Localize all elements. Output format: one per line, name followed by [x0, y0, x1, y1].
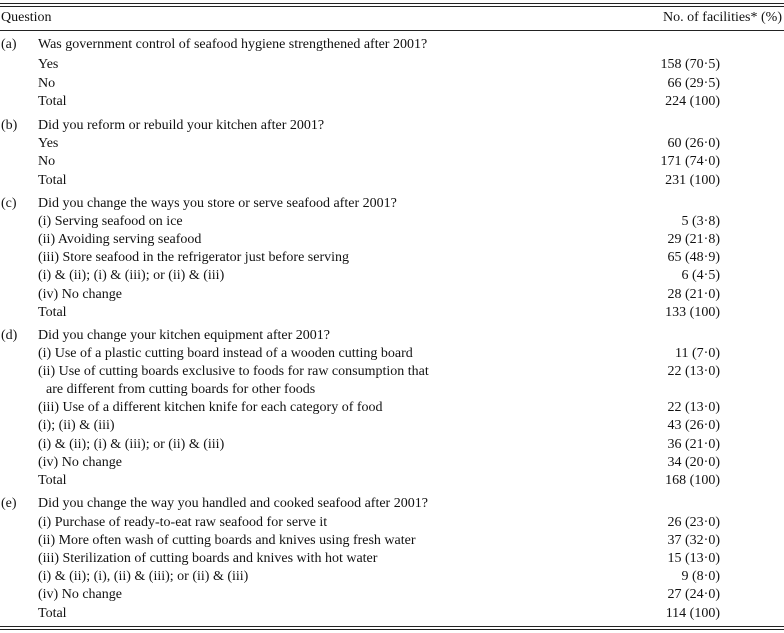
table-row [0, 153, 784, 171]
row-label: (ii) Avoiding serving seafood [38, 232, 202, 247]
row-label: No [38, 76, 56, 91]
row-value: 43 (26·0) [667, 418, 720, 433]
row-value: 34 (20·0) [667, 455, 720, 470]
bottom-rule-outer [0, 629, 784, 630]
row-label: (i) Use of a plastic cutting board instead of a wooden cutting board [38, 346, 413, 361]
row-value: 36 (21·0) [667, 437, 720, 452]
section-question: Was government control of seafood hygiene strengthened after 2001? [38, 37, 428, 52]
row-label: are different from cutting boards for other foods [46, 382, 316, 397]
header-row [0, 9, 784, 27]
top-rule-inner [0, 6, 784, 7]
row-value: 29 (21·8) [667, 232, 720, 247]
section-d-question-row [0, 327, 784, 345]
row-label: (i); (ii) & (iii) [38, 418, 115, 433]
row-value: 6 (4·5) [681, 268, 720, 283]
table-row [0, 172, 784, 190]
table-row [0, 472, 784, 490]
row-label: (i) Purchase of ready-to-eat raw seafood for serve it [38, 515, 328, 530]
row-label: Total [38, 94, 67, 109]
row-value: 28 (21·0) [667, 287, 720, 302]
table-row [0, 231, 784, 249]
header-facilities: No. of facilities* (%) [663, 10, 782, 25]
table-row-continuation [0, 381, 784, 399]
table-row [0, 75, 784, 93]
row-label: (iv) No change [38, 287, 122, 302]
table-row [0, 213, 784, 231]
row-label: (iv) No change [38, 455, 122, 470]
row-label: Yes [38, 57, 59, 72]
section-question: Did you reform or rebuild your kitchen after 2001? [38, 118, 325, 133]
section-c-question-row [0, 195, 784, 213]
table-row [0, 454, 784, 472]
row-value: 5 (3·8) [681, 214, 720, 229]
row-value: 27 (24·0) [667, 587, 720, 602]
row-value: 22 (13·0) [667, 364, 720, 379]
row-label: Yes [38, 136, 59, 151]
table-row [0, 56, 784, 74]
table-row [0, 568, 784, 586]
row-value: 37 (32·0) [667, 533, 720, 548]
row-value: 65 (48·9) [667, 250, 720, 265]
section-a-question-row [0, 36, 784, 54]
row-label: (i) Serving seafood on ice [38, 214, 183, 229]
section-question: Did you change your kitchen equipment after 2001? [38, 328, 330, 343]
row-value: 66 (29·5) [667, 76, 720, 91]
table-row [0, 93, 784, 111]
table-row [0, 363, 784, 381]
table-row [0, 514, 784, 532]
header-question: Question [1, 10, 52, 25]
section-letter: (c) [1, 196, 17, 211]
row-value: 114 (100) [665, 606, 720, 621]
row-value: 171 (74·0) [660, 154, 720, 169]
row-label: (i) & (ii); (i), (ii) & (iii); or (ii) & (iii) [38, 569, 249, 584]
table-row [0, 267, 784, 285]
row-value: 168 (100) [665, 473, 720, 488]
table-row [0, 345, 784, 363]
section-question: Did you change the ways you store or serve seafood after 2001? [38, 196, 397, 211]
section-letter: (d) [1, 328, 18, 343]
row-label: (i) & (ii); (i) & (iii); or (ii) & (iii) [38, 437, 225, 452]
row-label: (i) & (ii); (i) & (iii); or (ii) & (iii) [38, 268, 225, 283]
top-rule-outer [0, 3, 784, 4]
section-question: Did you change the way you handled and cooked seafood after 2001? [38, 496, 428, 511]
row-value: 15 (13·0) [667, 551, 720, 566]
section-letter: (e) [1, 496, 17, 511]
table-row [0, 304, 784, 322]
row-value: 9 (8·0) [681, 569, 720, 584]
row-label: Total [38, 473, 67, 488]
table-row [0, 399, 784, 417]
row-label: (iii) Use of a different kitchen knife for each category of food [38, 400, 383, 415]
row-label: (iii) Store seafood in the refrigerator just before serving [38, 250, 350, 265]
section-letter: (a) [1, 37, 17, 52]
table-row [0, 605, 784, 623]
row-label: Total [38, 305, 67, 320]
table-row [0, 417, 784, 435]
row-value: 22 (13·0) [667, 400, 720, 415]
bottom-rule-inner [0, 626, 784, 627]
row-label: No [38, 154, 56, 169]
table-row [0, 436, 784, 454]
row-value: 60 (26·0) [667, 136, 720, 151]
row-value: 26 (23·0) [667, 515, 720, 530]
table-row [0, 135, 784, 153]
row-label: (ii) Use of cutting boards exclusive to foods for raw consumption that [38, 364, 429, 379]
row-label: Total [38, 606, 67, 621]
row-label: Total [38, 173, 67, 188]
row-value: 231 (100) [665, 173, 720, 188]
header-rule [0, 30, 784, 31]
row-label: (iii) Sterilization of cutting boards and knives with hot water [38, 551, 378, 566]
row-label: (ii) More often wash of cutting boards and knives using fresh water [38, 533, 416, 548]
table-row [0, 550, 784, 568]
table-row [0, 532, 784, 550]
row-value: 133 (100) [665, 305, 720, 320]
table-row [0, 249, 784, 267]
row-label: (iv) No change [38, 587, 122, 602]
table-row [0, 586, 784, 604]
section-letter: (b) [1, 118, 18, 133]
section-e-question-row [0, 495, 784, 513]
section-b-question-row [0, 117, 784, 135]
row-value: 11 (7·0) [675, 346, 720, 361]
table-row [0, 286, 784, 304]
row-value: 158 (70·5) [660, 57, 720, 72]
row-value: 224 (100) [665, 94, 720, 109]
